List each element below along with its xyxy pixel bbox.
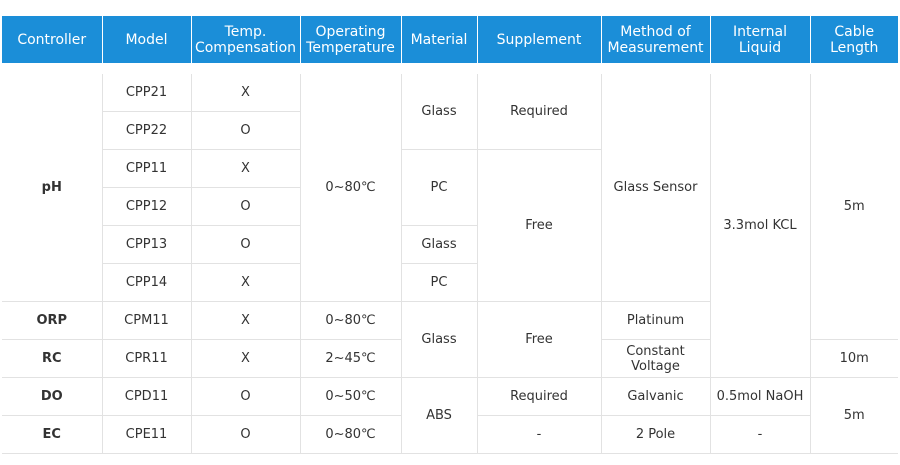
- header-supplement: [477, 16, 601, 63]
- supplement-free-2: Free: [477, 302, 601, 378]
- temp-comp-cell: O: [191, 226, 300, 264]
- header-model: [102, 16, 191, 63]
- header-model-label: Model: [125, 31, 168, 48]
- method-glass-sensor: Glass Sensor: [601, 74, 710, 302]
- cable-length-do-ec: 5m: [810, 378, 898, 454]
- material-pc-1: PC: [401, 150, 477, 226]
- header-controller: [2, 16, 102, 63]
- internal-liquid-dash: -: [710, 416, 810, 454]
- model-cell: CPR11: [102, 340, 191, 378]
- header-temp-compensation-line2: Compensation: [194, 39, 297, 56]
- model-cell: CPP14: [102, 264, 191, 302]
- temp-comp-cell: O: [191, 378, 300, 416]
- header-material-label: Material: [410, 31, 468, 48]
- material-pc-2: PC: [401, 264, 477, 302]
- header-cable-length-line1: Cable: [834, 23, 875, 40]
- controller-ph: pH: [2, 74, 102, 302]
- header-operating-temperature-line2: Temperature: [306, 39, 395, 56]
- temp-comp-cell: X: [191, 264, 300, 302]
- material-glass-3: Glass: [401, 302, 477, 378]
- material-glass-1: Glass: [401, 74, 477, 150]
- controller-orp: ORP: [2, 302, 102, 340]
- model-cell: CPP11: [102, 150, 191, 188]
- header-cable-length-line2: Length: [830, 39, 879, 56]
- model-cell: CPD11: [102, 378, 191, 416]
- header-controller-label: Controller: [17, 31, 87, 48]
- method-platinum: Platinum: [601, 302, 710, 340]
- temp-comp-cell: O: [191, 416, 300, 454]
- temp-comp-cell: O: [191, 188, 300, 226]
- op-temp-orp: 0~80℃: [300, 302, 401, 340]
- method-two-pole: 2 Pole: [601, 416, 710, 454]
- supplement-dash: -: [477, 416, 601, 454]
- model-cell: CPP22: [102, 112, 191, 150]
- supplement-free-1: Free: [477, 150, 601, 302]
- header-supplement-label: Supplement: [496, 31, 582, 48]
- header-spacer: [2, 63, 898, 74]
- temp-comp-cell: X: [191, 340, 300, 378]
- model-cell: CPP21: [102, 74, 191, 112]
- header-method: [601, 16, 710, 63]
- temp-comp-cell: X: [191, 302, 300, 340]
- temp-comp-cell: X: [191, 150, 300, 188]
- material-glass-2: Glass: [401, 226, 477, 264]
- internal-liquid-naoh: 0.5mol NaOH: [710, 378, 810, 416]
- controller-rc: RC: [2, 340, 102, 378]
- table-row: [2, 74, 898, 112]
- method-constant-voltage-text: Constant Voltage: [626, 343, 685, 374]
- supplement-required-2: Required: [477, 378, 601, 416]
- method-galvanic: Galvanic: [601, 378, 710, 416]
- header-row: [2, 16, 898, 63]
- controller-ec: EC: [2, 416, 102, 454]
- supplement-required-1: Required: [477, 74, 601, 150]
- spec-table: [2, 16, 898, 454]
- header-internal-liquid: [710, 16, 810, 63]
- cable-length-rc: 10m: [810, 340, 898, 378]
- op-temp-ec: 0~80℃: [300, 416, 401, 454]
- header-operating-temperature: [300, 16, 401, 63]
- header-internal-liquid-line2: Liquid: [738, 39, 782, 56]
- spacer-cell: [2, 63, 898, 74]
- table-header: [2, 16, 898, 63]
- table-row: [2, 378, 898, 416]
- temp-comp-cell: O: [191, 112, 300, 150]
- header-internal-liquid-line1: Internal: [733, 23, 787, 40]
- header-cable-length: [810, 16, 898, 63]
- header-temp-compensation-line1: Temp.: [224, 23, 267, 40]
- op-temp-ph: 0~80℃: [300, 74, 401, 302]
- model-cell: CPE11: [102, 416, 191, 454]
- material-abs: ABS: [401, 378, 477, 454]
- controller-do: DO: [2, 378, 102, 416]
- header-operating-temperature-line1: Operating: [315, 23, 386, 40]
- header-temp-compensation: [191, 16, 300, 63]
- cable-length-ph-orp: 5m: [810, 74, 898, 340]
- header-method-line2: Measurement: [607, 39, 704, 56]
- table-body: [2, 63, 898, 454]
- model-cell: CPP13: [102, 226, 191, 264]
- op-temp-rc: 2~45℃: [300, 340, 401, 378]
- op-temp-do: 0~50℃: [300, 378, 401, 416]
- temp-comp-cell: X: [191, 74, 300, 112]
- method-constant-voltage: [601, 340, 710, 378]
- header-method-line1: Method of: [620, 23, 691, 40]
- model-cell: CPP12: [102, 188, 191, 226]
- header-material: [401, 16, 477, 63]
- internal-liquid-kcl: 3.3mol KCL: [710, 74, 810, 378]
- model-cell: CPM11: [102, 302, 191, 340]
